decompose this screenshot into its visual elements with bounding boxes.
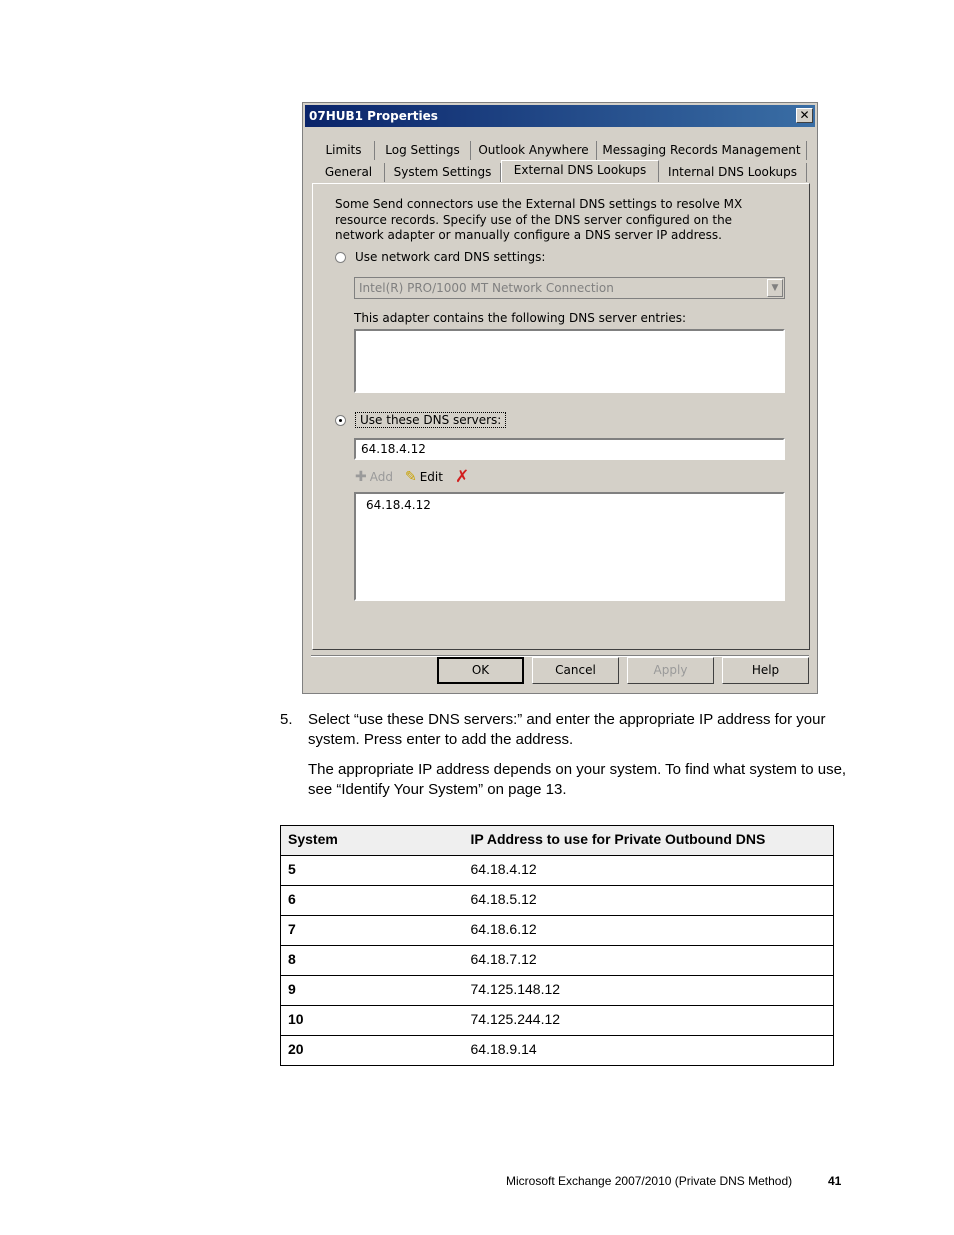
table-header-row xyxy=(281,826,834,856)
close-button[interactable]: ✕ xyxy=(796,108,813,123)
add-icon: ✚ xyxy=(355,469,367,485)
dns-server-input[interactable]: 64.18.4.12 xyxy=(354,438,785,460)
radio-network-card-row[interactable] xyxy=(335,250,545,264)
ip-address-table xyxy=(280,825,834,1066)
table-row xyxy=(281,856,834,886)
apply-button[interactable]: Apply xyxy=(627,657,714,684)
step-text: Select “use these DNS servers:” and enter the appropriate IP address for your system. Press enter to add the address. xyxy=(308,711,826,748)
adapter-select[interactable] xyxy=(354,277,785,299)
edit-button[interactable] xyxy=(405,469,443,485)
cancel-button[interactable]: Cancel xyxy=(532,657,619,684)
system-cell: 20 xyxy=(281,1036,464,1066)
tab-general[interactable]: General xyxy=(313,163,385,182)
table-row xyxy=(281,886,834,916)
ip-cell: 74.125.148.12 xyxy=(464,976,834,1006)
tab-messaging-records-management[interactable]: Messaging Records Management xyxy=(597,141,807,160)
step-number: 5. xyxy=(280,711,293,728)
properties-dialog xyxy=(302,102,818,694)
adapter-entries-list[interactable] xyxy=(354,329,785,393)
edit-label: Edit xyxy=(419,470,443,484)
tab-limits[interactable]: Limits xyxy=(313,141,375,160)
tab-system-settings[interactable]: System Settings xyxy=(385,163,501,182)
system-cell: 10 xyxy=(281,1006,464,1036)
ok-button[interactable]: OK xyxy=(437,657,524,684)
system-cell: 7 xyxy=(281,916,464,946)
ip-cell: 64.18.9.14 xyxy=(464,1036,834,1066)
ip-cell: 64.18.4.12 xyxy=(464,856,834,886)
footer-title: Microsoft Exchange 2007/2010 (Private DNS Method) xyxy=(506,1174,793,1188)
add-button[interactable] xyxy=(355,469,393,485)
chevron-down-icon[interactable]: ▼ xyxy=(767,279,783,297)
radio-custom-dns-label: Use these DNS servers: xyxy=(355,412,506,428)
add-label: Add xyxy=(369,470,393,484)
step-paragraph: The appropriate IP address depends on your system. To find what system to use, see “Identify Your System” on page 13. xyxy=(308,761,847,798)
tab-log-settings[interactable]: Log Settings xyxy=(375,141,471,160)
radio-network-card-label: Use network card DNS settings: xyxy=(355,250,546,264)
title-bar xyxy=(305,105,815,127)
adapter-select-value: Intel(R) PRO/1000 MT Network Connection xyxy=(359,281,614,295)
list-item[interactable]: 64.18.4.12 xyxy=(366,498,431,512)
radio-custom-dns-row[interactable] xyxy=(335,412,506,428)
pencil-icon: ✎ xyxy=(404,469,417,485)
tab-internal-dns-lookups[interactable]: Internal DNS Lookups xyxy=(659,163,807,182)
system-cell: 5 xyxy=(281,856,464,886)
system-cell: 6 xyxy=(281,886,464,916)
ip-cell: 64.18.7.12 xyxy=(464,946,834,976)
table-row xyxy=(281,916,834,946)
help-button[interactable]: Help xyxy=(722,657,809,684)
tab-external-dns-lookups[interactable]: External DNS Lookups xyxy=(501,160,659,182)
delete-icon[interactable]: ✗ xyxy=(454,467,470,487)
description-text: Some Send connectors use the External DNS settings to resolve MX resource records. Specify use of the DNS server configured on the network adapter or manually configure a DNS server IP address. xyxy=(335,197,743,242)
system-cell: 8 xyxy=(281,946,464,976)
dns-server-list[interactable] xyxy=(354,492,785,601)
tab-outlook-anywhere[interactable]: Outlook Anywhere xyxy=(471,141,597,160)
header-ip-address: IP Address to use for Private Outbound DNS xyxy=(464,826,834,856)
ip-cell: 74.125.244.12 xyxy=(464,1006,834,1036)
table-row xyxy=(281,1036,834,1066)
table-row xyxy=(281,946,834,976)
radio-network-card[interactable] xyxy=(335,252,346,263)
dialog-title: 07HUB1 Properties xyxy=(309,109,438,123)
adapter-entries-label: This adapter contains the following DNS server entries: xyxy=(354,311,687,325)
table-row xyxy=(281,976,834,1006)
table-row xyxy=(281,1006,834,1036)
radio-custom-dns[interactable] xyxy=(335,415,346,426)
page-number: 41 xyxy=(828,1174,842,1188)
header-system: System xyxy=(281,826,464,856)
dns-toolbar xyxy=(355,467,481,487)
system-cell: 9 xyxy=(281,976,464,1006)
ip-cell: 64.18.5.12 xyxy=(464,886,834,916)
ip-cell: 64.18.6.12 xyxy=(464,916,834,946)
